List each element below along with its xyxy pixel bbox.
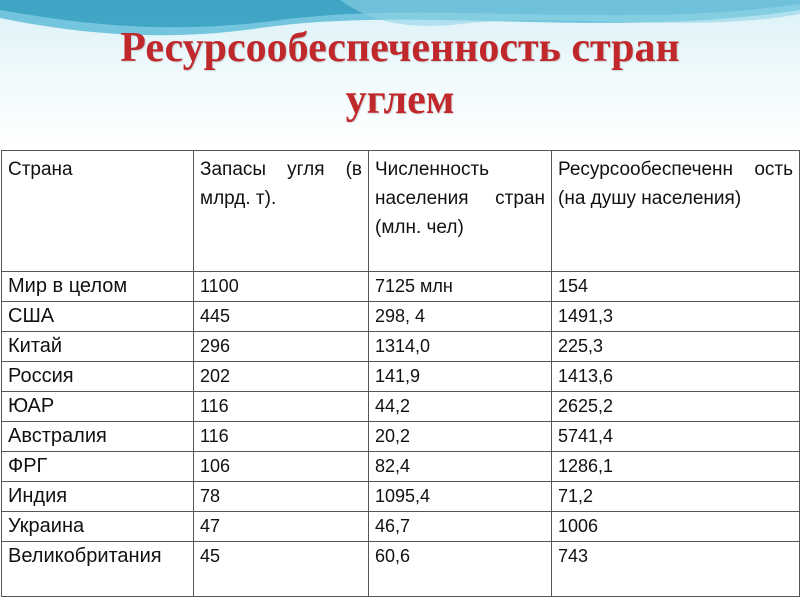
cell-population: 60,6 (369, 542, 552, 597)
title-line-2: углем (345, 77, 455, 123)
cell-country: Мир в целом (2, 272, 194, 302)
header-reserves: Запасы угля (в млрд. т). (194, 151, 369, 272)
cell-per-capita: 154 (552, 272, 800, 302)
cell-population: 46,7 (369, 512, 552, 542)
cell-per-capita: 1006 (552, 512, 800, 542)
table-row (2, 512, 800, 542)
table-row (2, 302, 800, 332)
table-row (2, 272, 800, 302)
cell-per-capita: 743 (552, 542, 800, 597)
cell-country: Китай (2, 332, 194, 362)
cell-reserves: 45 (194, 542, 369, 597)
table-row (2, 392, 800, 422)
cell-country: Австралия (2, 422, 194, 452)
cell-per-capita: 1286,1 (552, 452, 800, 482)
cell-per-capita: 1413,6 (552, 362, 800, 392)
table-row (2, 482, 800, 512)
cell-country: Великобритания (2, 542, 194, 597)
cell-population: 1314,0 (369, 332, 552, 362)
cell-reserves: 106 (194, 452, 369, 482)
slide-header (0, 0, 800, 148)
title-line-1: Ресурсообеспеченность стран (120, 25, 680, 71)
cell-reserves: 1100 (194, 272, 369, 302)
cell-country: США (2, 302, 194, 332)
header-population: Численность населения стран (млн. чел) (369, 151, 552, 272)
cell-reserves: 47 (194, 512, 369, 542)
cell-per-capita: 2625,2 (552, 392, 800, 422)
cell-reserves: 445 (194, 302, 369, 332)
table-row (2, 362, 800, 392)
cell-population: 298, 4 (369, 302, 552, 332)
cell-per-capita: 5741,4 (552, 422, 800, 452)
cell-population: 20,2 (369, 422, 552, 452)
cell-country: ЮАР (2, 392, 194, 422)
header-country: Страна (2, 151, 194, 272)
table-row (2, 422, 800, 452)
cell-per-capita: 71,2 (552, 482, 800, 512)
cell-country: Украина (2, 512, 194, 542)
cell-population: 141,9 (369, 362, 552, 392)
cell-country: Россия (2, 362, 194, 392)
table-row (2, 542, 800, 597)
table-row (2, 452, 800, 482)
cell-reserves: 116 (194, 392, 369, 422)
cell-reserves: 296 (194, 332, 369, 362)
table-header-row (2, 151, 800, 272)
cell-population: 82,4 (369, 452, 552, 482)
cell-population: 7125 млн (369, 272, 552, 302)
cell-per-capita: 1491,3 (552, 302, 800, 332)
cell-per-capita: 225,3 (552, 332, 800, 362)
cell-reserves: 202 (194, 362, 369, 392)
cell-population: 1095,4 (369, 482, 552, 512)
page-title (0, 22, 800, 126)
cell-country: ФРГ (2, 452, 194, 482)
cell-reserves: 116 (194, 422, 369, 452)
cell-country: Индия (2, 482, 194, 512)
coal-resources-table (1, 150, 800, 597)
table-row (2, 332, 800, 362)
cell-population: 44,2 (369, 392, 552, 422)
header-per-capita: Ресурсообеспеченн ость (на душу населения) (552, 151, 800, 272)
cell-reserves: 78 (194, 482, 369, 512)
